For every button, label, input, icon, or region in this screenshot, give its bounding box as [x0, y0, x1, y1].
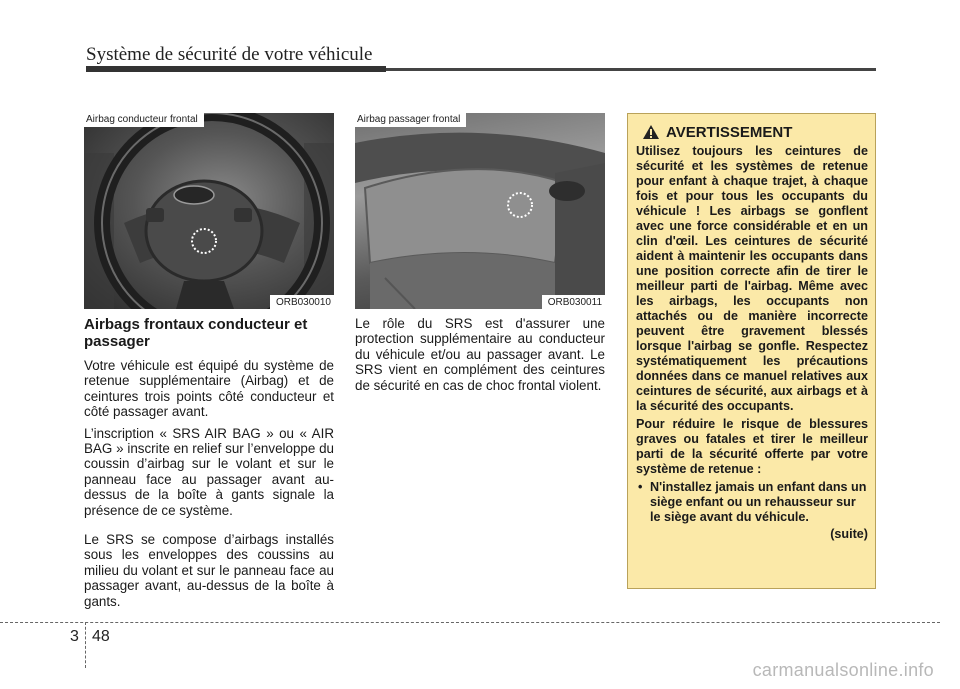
- page-number: 48: [92, 628, 110, 645]
- text-column-left: [84, 316, 334, 615]
- warning-list: [636, 480, 868, 525]
- figure-passenger-airbag: [355, 113, 605, 309]
- warning-paragraph: Pour réduire le risque de blessures graves ou fatales et tirer le meilleur parti de la sécurité offerte par votre système de retenue :: [636, 417, 868, 476]
- warning-box: [627, 113, 876, 589]
- footer-divider: [85, 622, 86, 668]
- steering-wheel-illustration: [84, 113, 334, 309]
- continued-label: (suite): [830, 527, 868, 541]
- paragraph: Le rôle du SRS est d'assurer une protection supplémentaire au conducteur du véhicule et/ou au passager avant. Le SRS vient en complément des ceintures de sécurité en cas de choc frontal violent.: [355, 316, 605, 393]
- figure-code: ORB030010: [270, 295, 334, 309]
- paragraph: Votre véhicule est équipé du système de retenue supplémentaire (Airbag) et de ceintures trois points côté conducteur et côté passager avant.: [84, 358, 334, 420]
- warning-paragraph: Utilisez toujours les ceintures de sécurité et les systèmes de retenue pour enfant à chaque trajet, à chaque fois et pour tous les occupants du véhicule ! Les airbags se gonflent avec une force considérable et en un clin d'œil. Les ceintures de sécurité aident à maintenir les occupants dans une position correcte afin de tirer le meilleur parti de l'airbag. Même avec les airbags, les occupants non attachés ou de manière incorrecte peuvent être gravement blessés lorsque l'airbag se gonfle. Respectez systématiquement les précautions données dans ce manuel relatives aux ceintures de sécurité, aux airbags et à la sécurité des occupants.: [636, 144, 868, 413]
- warning-list-item: • N'installez jamais un enfant dans un siège enfant ou un rehausseur sur le siège avant du véhicule.: [636, 480, 868, 525]
- warning-title: AVERTISSEMENT: [666, 123, 793, 141]
- footer-rule: [0, 622, 940, 623]
- figure-code: ORB030011: [542, 295, 605, 309]
- watermark-link[interactable]: carmanualsonline.info: [752, 660, 934, 680]
- paragraph: L’inscription « SRS AIR BAG » ou « AIR BAG » inscrite en relief sur l’enveloppe du coussin d’airbag sur le volant et sur le panneau face au passager avant au-dessus de la boîte à gants signale la présence de ce système.: [84, 425, 334, 518]
- header-title: Système de sécurité de votre véhicule: [86, 44, 373, 65]
- warning-triangle-icon: [642, 124, 660, 140]
- dashboard-illustration: [355, 113, 605, 309]
- warning-header: [642, 124, 868, 140]
- section-heading: Airbags frontaux conducteur et passager: [84, 316, 308, 350]
- chapter-number: 3: [70, 628, 79, 645]
- paragraph: Le SRS se compose d’airbags installés sous les enveloppes des coussins au milieu du volant et sur le panneau face au passager avant, au-dessus de la boîte à gants.: [84, 532, 334, 609]
- header-rule-accent: [86, 66, 386, 72]
- text-column-middle: [355, 316, 605, 399]
- figure-driver-airbag: [84, 113, 334, 309]
- figure-caption: Airbag passager frontal: [355, 113, 466, 127]
- figure-caption: Airbag conducteur frontal: [84, 113, 204, 127]
